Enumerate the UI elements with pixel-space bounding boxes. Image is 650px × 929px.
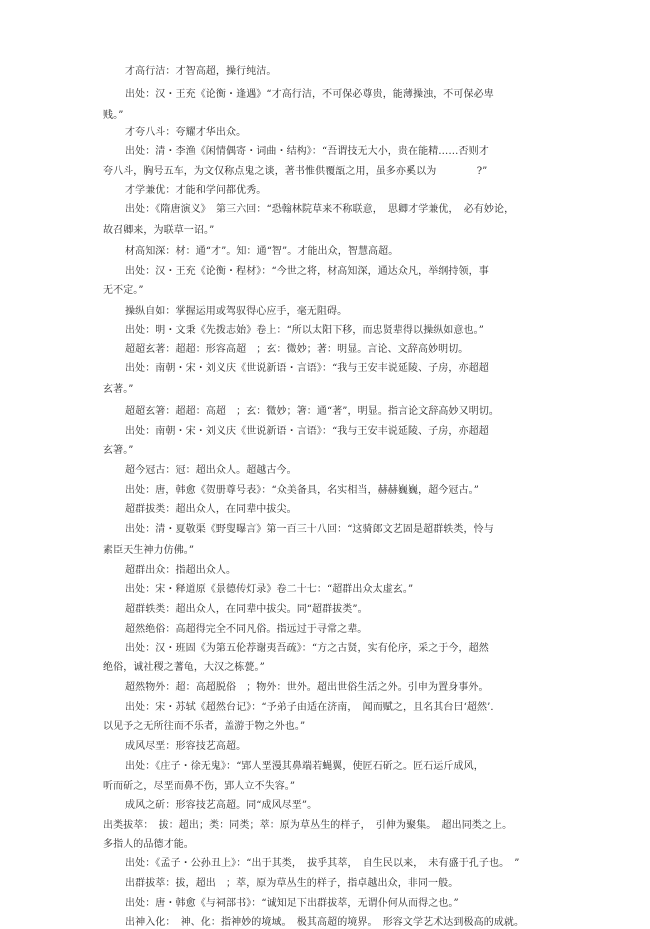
- text-line: 出处：唐・韩愈《与祠部书》：“诚知足下出群拔萃，无谓仆何从而得之也。”: [125, 898, 459, 909]
- text-line: 出处：《庄子・徐无鬼》：“郢人垩漫其鼻端若蝇翼，使匠石斫之。匠石运斤成风，: [125, 761, 484, 772]
- text-line: 出处：唐，韩愈《贺册尊号表》：“众美备具，名实相当，赫赫巍巍，超今冠古。”: [125, 485, 479, 496]
- text-line: 出处：南朝・宋・刘义庆《世说新语・言语》：“我与王安丰说延陵、子房，亦超超: [125, 426, 489, 437]
- text-line: 无不定。”: [103, 285, 144, 296]
- text-line: 超然物外：超：高超脱俗 ；物外：世外。超出世俗生活之外。引申为置身事外。: [125, 682, 489, 693]
- text-line: 故召卿来，为联草一诏。”: [103, 225, 215, 236]
- text-line: 出处：汉・王充《论衡・程材》：“今世之将，材高知深，通达众凡，举纲持领，事: [125, 266, 489, 277]
- text-line: 出处：明・文秉《先拨志始》卷上：“所以太阳下移，而忠贤辈得以操纵如意也。”: [125, 325, 484, 336]
- text-line: 出处：宋・释道原《景德传灯录》卷二十七：“超群出众太虚玄。”: [125, 584, 414, 595]
- text-line: 超今冠古：冠：超出众人。超越古今。: [125, 465, 297, 476]
- text-line: 以见予之无所往而不乐者，盖游于物之外也。”: [103, 721, 306, 732]
- text-line: 听而斫之，尽垩而鼻不伤，郢人立不失容。”: [103, 781, 296, 792]
- text-line: 超然绝俗：高超得完全不同凡俗。指远过于寻常之辈。: [125, 624, 368, 635]
- text-line: 出处：清・李渔《闲情偶寄・词曲・结构》：“吾谓技无大小，贵在能精……否则才: [125, 146, 489, 157]
- text-line: 多指人的品德才能。: [103, 839, 194, 850]
- text-line: 出类拔萃： 拔：超出；类：同类；萃：原为草丛生的样子， 引伸为聚集。 超出同类之上。: [103, 820, 513, 831]
- text-line: 出处：清・夏敬渠《野叟曝言》第一百三十八回：“这骑郎文艺固是超群轶类，怜与: [125, 524, 494, 535]
- text-line: 出处：南朝・宋・刘义庆《世说新语・言语》：“我与王安丰说延陵、子房，亦超超: [125, 363, 489, 374]
- text-line: 超超玄著：超超：形容高超 ；玄：微妙；著：明显。言论、文辞高妙明切。: [125, 344, 469, 355]
- text-line: 操纵自如：掌握运用或驾驭得心应手，毫无阻碍。: [125, 306, 348, 317]
- text-line: 出神入化： 神、化：指神妙的境域。 极其高超的境界。 形容文学艺术达到极高的成就。: [125, 917, 525, 928]
- text-line: 超群拔类：超出众人，在同辈中拔尖。: [125, 504, 297, 515]
- text-line: 材高知深：材：通“才”。知：通“智”。才能出众，智慧高超。: [125, 246, 399, 257]
- text-line: 玄著。”: [103, 384, 134, 395]
- text-line: 玄箸。”: [103, 445, 134, 456]
- text-line: 贱。”: [103, 110, 124, 121]
- text-line: 夸八斗，胸号五车，为文仅称点鬼之谈，著书惟供覆瓿之用，虽多亦奚以为 ?”: [103, 166, 488, 177]
- text-line: 素臣天生神力仿佛。”: [103, 545, 195, 556]
- text-line: 出处：《隋唐演义》 第三六回：“恐翰林院草来不称联意， 思卿才学兼优， 必有妙论，: [125, 204, 515, 215]
- text-line: 成风尽垩：形容技艺高超。: [125, 741, 247, 752]
- text-line: 才学兼优：才能和学问都优秀。: [125, 185, 267, 196]
- text-line: 才夸八斗：夸耀才华出众。: [125, 127, 247, 138]
- text-line: 成风之斫：形容技艺高超。同“成风尽垩”。: [125, 800, 318, 811]
- text-line: 出处：《孟子・公孙丑上》：“出于其类， 拔乎其萃， 自生民以来， 未有盛于孔子也。 ”: [125, 858, 520, 869]
- text-line: 出处：汉・班固《为第五伦荐谢夷吾疏》：“方之古贤，实有伦序，采之于今，超然: [125, 643, 489, 654]
- text-line: 超超玄箸：超超：高超 ；玄：微妙；箸：通“著”，明显。指言论文辞高妙又明切。: [125, 406, 500, 417]
- text-line: 出处：汉・王充《论衡・逢遇》“才高行洁，不可保必尊贵，能薄操浊，不可保必卑: [125, 89, 494, 100]
- text-line: 出处：宋・苏轼《超然台记》：“予弟子由适在济南， 闻而赋之，且名其台曰‘超然’．: [125, 702, 501, 713]
- text-line: 出群拔萃：拔，超出 ；萃，原为草丛生的样子，指卓越出众，非同一般。: [125, 878, 459, 889]
- text-line: 超群轶类：超出众人，在同辈中拔尖。同“超群拔类”。: [125, 604, 368, 615]
- text-line: 绝俗，诚社稷之蓍龟，大汉之栋甍。”: [103, 662, 265, 673]
- text-line: 才高行洁：才智高超，操行纯洁。: [125, 66, 277, 77]
- text-line: 超群出众：指超出众人。: [125, 565, 237, 576]
